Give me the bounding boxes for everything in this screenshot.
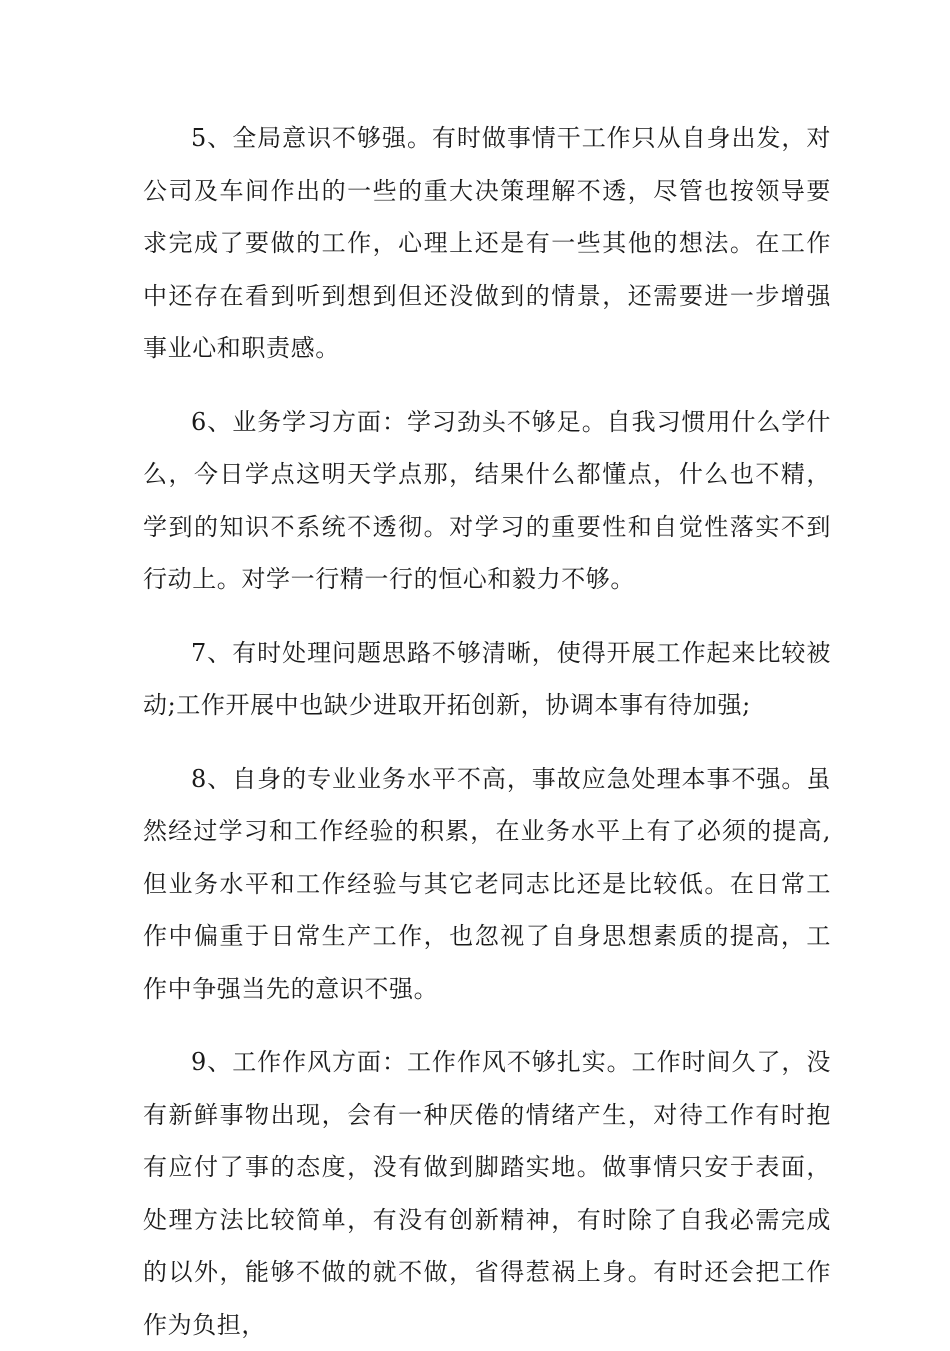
document-page xyxy=(143,112,831,1351)
paragraph-item-8: 8、自身的专业业务水平不高，事故应急处理本事不强。虽然经过学习和工作经验的积累，在业务水平上有了必须的提高,但业务水平和工作经验与其它老同志比还是比较低。在日常工作中偏重于日常生产工作，也忽视了自身思想素质的提高，工作中争强当先的意识不强。 xyxy=(143,764,831,1003)
paragraph-item-5: 5、全局意识不够强。有时做事情干工作只从自身出发，对公司及车间作出的一些的重大决策理解不透，尽管也按领导要求完成了要做的工作，心理上还是有一些其他的想法。在工作中还存在看到听到想到但还没做到的情景，还需要进一步增强事业心和职责感。 xyxy=(143,124,831,362)
paragraph-item-9: 9、工作作风方面：工作作风不够扎实。工作时间久了，没有新鲜事物出现，会有一种厌倦的情绪产生，对待工作有时抱有应付了事的态度，没有做到脚踏实地。做事情只安于表面，处理方法比较简单，有没有创新精神，有时除了自我必需完成的以外，能够不做的就不做，省得惹祸上身。有时还会把工作作为负担， xyxy=(143,1048,831,1339)
paragraph-item-7: 7、有时处理问题思路不够清晰，使得开展工作起来比较被动;工作开展中也缺少进取开拓创新，协调本事有待加强; xyxy=(143,638,831,719)
paragraph-item-6: 6、业务学习方面：学习劲头不够足。自我习惯用什么学什么，今日学点这明天学点那，结果什么都懂点，什么也不精，学到的知识不系统不透彻。对学习的重要性和自觉性落实不到行动上。对学一行精一行的恒心和毅力不够。 xyxy=(143,407,831,593)
